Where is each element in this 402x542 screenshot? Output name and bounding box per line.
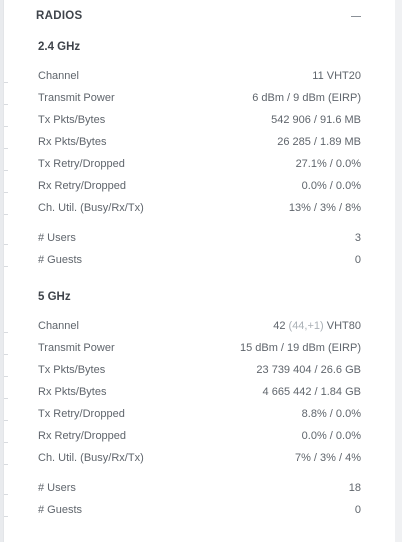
- row-label: Tx Retry/Dropped: [38, 408, 125, 420]
- row-label: Ch. Util. (Busy/Rx/Tx): [38, 202, 144, 214]
- row-label: Rx Retry/Dropped: [38, 430, 127, 442]
- row-label: # Users: [38, 482, 76, 494]
- tx-retry-row: [38, 153, 361, 175]
- scrollbar-track[interactable]: [395, 0, 402, 542]
- row-label: Rx Retry/Dropped: [38, 180, 127, 192]
- transmit-power-row: [38, 337, 361, 359]
- row-value: 13% / 3% / 8%: [288, 202, 361, 214]
- rx-pkts-row: [38, 131, 361, 153]
- rx-retry-row: [38, 175, 361, 197]
- radio-title: 5 GHz: [38, 291, 71, 303]
- row-label: Rx Pkts/Bytes: [38, 386, 107, 398]
- radio-5ghz: [38, 288, 361, 521]
- row-label: # Guests: [38, 254, 83, 266]
- row-label: Tx Pkts/Bytes: [38, 114, 106, 126]
- row-value: 0: [354, 504, 361, 516]
- channel-width: VHT80: [323, 320, 361, 332]
- row-value: 3: [354, 232, 361, 244]
- radio-2-4ghz: [38, 38, 361, 271]
- row-value: [273, 320, 361, 332]
- row-value: 4 665 442 / 1.84 GB: [262, 386, 361, 398]
- row-value: 6 dBm / 9 dBm (EIRP): [252, 92, 361, 104]
- row-label: Transmit Power: [38, 342, 115, 354]
- guests-row: [38, 249, 361, 271]
- tx-retry-row: [38, 403, 361, 425]
- channel-extension: (44,+1): [288, 320, 324, 332]
- row-label: Rx Pkts/Bytes: [38, 136, 107, 148]
- tx-pkts-row: [38, 359, 361, 381]
- row-value: 26 285 / 1.89 MB: [277, 136, 361, 148]
- row-value: 23 739 404 / 26.6 GB: [256, 364, 361, 376]
- users-row: [38, 227, 361, 249]
- edge-ticks: [4, 0, 8, 542]
- row-label: Channel: [38, 70, 79, 82]
- radio-title: 2.4 GHz: [38, 41, 81, 53]
- channel-row: [38, 65, 361, 87]
- row-value: 8.8% / 0.0%: [301, 408, 361, 420]
- row-value: 15 dBm / 19 dBm (EIRP): [239, 342, 361, 354]
- radios-panel: [3, 0, 395, 542]
- row-value: 11 VHT20: [312, 70, 361, 82]
- row-value: 0.0% / 0.0%: [301, 430, 361, 442]
- ch-util-row: [38, 447, 361, 469]
- row-value: 0: [354, 254, 361, 266]
- channel-row: [38, 315, 361, 337]
- row-label: Channel: [38, 320, 79, 332]
- row-value: 18: [348, 482, 361, 494]
- row-value: 27.1% / 0.0%: [295, 158, 361, 170]
- section-title: RADIOS: [36, 10, 83, 22]
- users-row: [38, 477, 361, 499]
- rx-retry-row: [38, 425, 361, 447]
- row-label: Ch. Util. (Busy/Rx/Tx): [38, 452, 144, 464]
- row-value: 7% / 3% / 4%: [294, 452, 361, 464]
- channel-number: 42: [273, 320, 289, 332]
- radios-header: [36, 8, 362, 24]
- tx-pkts-row: [38, 109, 361, 131]
- collapse-icon[interactable]: [350, 10, 362, 22]
- row-value: 0.0% / 0.0%: [301, 180, 361, 192]
- transmit-power-row: [38, 87, 361, 109]
- row-label: Transmit Power: [38, 92, 115, 104]
- ch-util-row: [38, 197, 361, 219]
- row-label: # Users: [38, 232, 76, 244]
- guests-row: [38, 499, 361, 521]
- rx-pkts-row: [38, 381, 361, 403]
- row-value: 542 906 / 91.6 MB: [271, 114, 361, 126]
- row-label: Tx Pkts/Bytes: [38, 364, 106, 376]
- row-label: # Guests: [38, 504, 83, 516]
- row-label: Tx Retry/Dropped: [38, 158, 125, 170]
